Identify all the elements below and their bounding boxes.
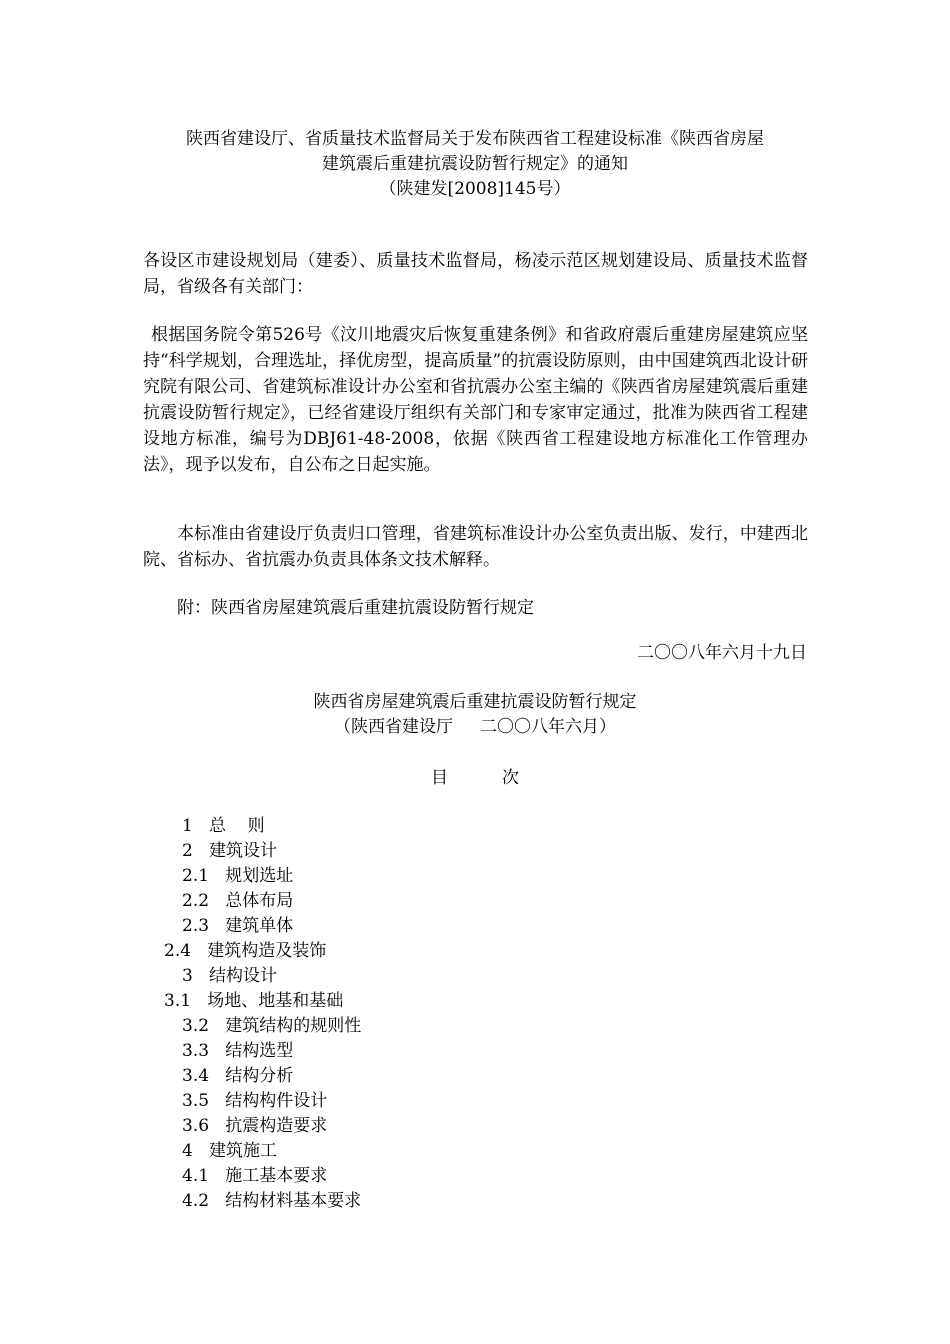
toc-item: 4.2 结构材料基本要求: [182, 1191, 362, 1211]
regulation-subtitle: （陕西省建设厅 二〇〇八年六月）: [333, 717, 617, 737]
body-paragraph-2: 本标准由省建设厅负责归口管理，省建筑标准设计办公室负责出版、发行，中建西北院、省标办、省抗震办负责具体条文技术解释。: [143, 524, 808, 570]
toc-item: 3.5 结构构件设计: [182, 1091, 328, 1111]
toc-item: 3.2 建筑结构的规则性: [182, 1016, 362, 1036]
body-paragraph-1: 根据国务院令第526号《汶川地震灾后恢复重建条例》和省政府震后重建房屋建筑应坚持“科学规划，合理选址，择优房型，提高质量”的抗震设防原则，由中国建筑西北设计研究院有限公司、省建筑标准设计办公室和省抗震办公室主编的《陕西省房屋建筑震后重建抗震设防暂行规定》，已经省建设厅组织有关部门和专家审定通过，批准为陕西省工程建设地方标准，编号为DBJ61-48-2008，依据《陕西省工程建设地方标准化工作管理办法》，现予以发布，自公布之日起实施。: [143, 325, 808, 475]
addressee: 各设区市建设规划局（建委）、质量技术监督局，杨凌示范区规划建设局、质量技术监督局，省级各有关部门：: [143, 251, 808, 297]
notice-title-line-1: 陕西省建设厅、省质量技术监督局关于发布陕西省工程建设标准《陕西省房屋: [186, 129, 764, 149]
toc-item: 4 建筑施工: [182, 1141, 278, 1161]
toc-item: 2.4 建筑构造及装饰: [164, 941, 327, 961]
toc-item: 3 结构设计: [182, 966, 278, 986]
attachment-note: 附：陕西省房屋建筑震后重建抗震设防暂行规定: [177, 598, 534, 618]
toc-item: 2.1 规划选址: [182, 866, 294, 886]
toc-item: 2.3 建筑单体: [182, 916, 294, 936]
toc-item: 3.3 结构选型: [182, 1041, 294, 1061]
regulation-title: 陕西省房屋建筑震后重建抗震设防暂行规定: [313, 692, 637, 712]
issue-date: 二〇〇八年六月十九日: [637, 643, 807, 663]
toc-item: 3.4 结构分析: [182, 1066, 294, 1086]
toc-item: 2 建筑设计: [182, 841, 278, 861]
toc-item: 3.1 场地、地基和基础: [164, 991, 344, 1011]
toc-item: 1 总 则: [182, 816, 265, 836]
notice-title-line-2: 建筑震后重建抗震设防暂行规定》的通知: [322, 154, 628, 174]
toc-heading: 目 次: [430, 768, 520, 788]
toc-item: 4.1 施工基本要求: [182, 1166, 328, 1186]
toc-item: 3.6 抗震构造要求: [182, 1116, 328, 1136]
document-number: （陕建发[2008]145号）: [379, 179, 571, 199]
toc-item: 2.2 总体布局: [182, 891, 294, 911]
